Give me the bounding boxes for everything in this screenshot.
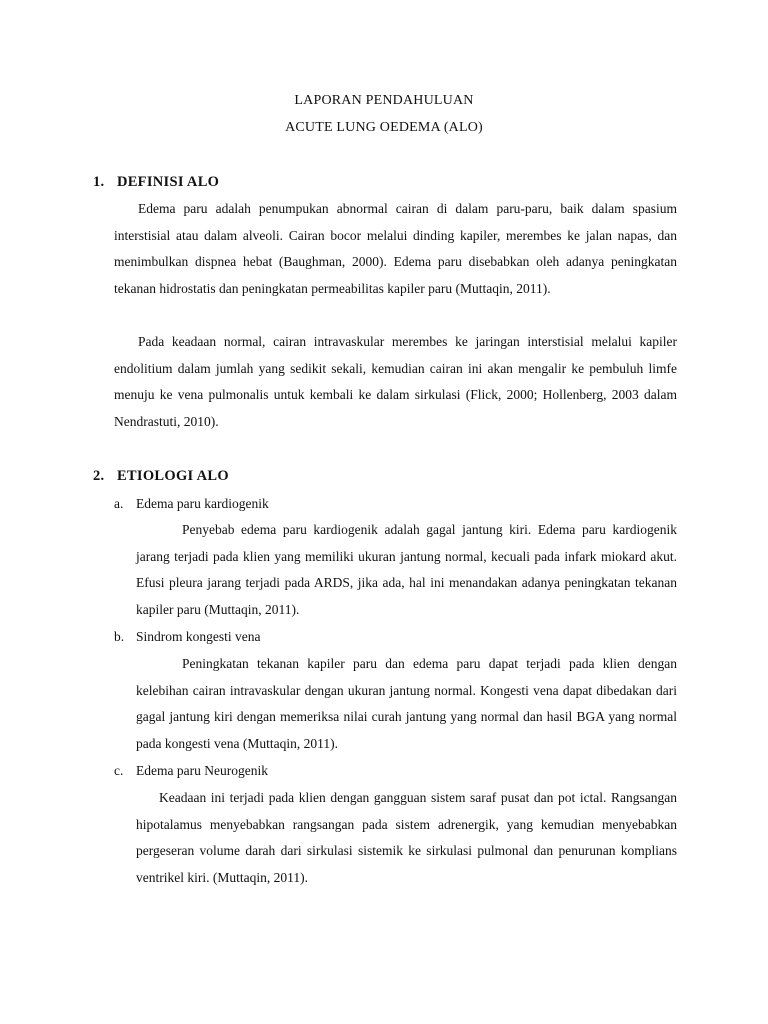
etiologi-item-c-text: Keadaan ini terjadi pada klien dengan gangguan sistem saraf pusat dan pot ictal. Rangsangan hipotalamus menyebabkan rangsangan pada sistem adrenergik, yang kemudian menyebabkan pergeseran volume darah dari sirkulasi sistemik ke sirkulasi pulmonal dan penurunan komplians ventrikel kiri. (Muttaqin, 2011). <box>136 790 677 886</box>
document-title-line2: ACUTE LUNG OEDEMA (ALO) <box>285 120 483 135</box>
item-label: Sindrom kongesti vena <box>136 629 261 644</box>
section-heading-definisi <box>93 174 219 191</box>
etiologi-item-a-text: Penyebab edema paru kardiogenik adalah gagal jantung kiri. Edema paru kardiogenik jarang terjadi pada klien yang memiliki ukuran jantung normal, kecuali pada infark miokard akut. Efusi pleura jarang terjadi pada ARDS, jika ada, hal ini menandakan adanya peningkatan tekanan kapiler paru (Muttaqin, 2011). <box>136 522 677 618</box>
section-number: 1. <box>93 174 105 190</box>
definisi-paragraph-1: Edema paru adalah penumpukan abnormal cairan di dalam paru-paru, baik dalam spasium interstisial atau dalam alveoli. Cairan bocor melalui dinding kapiler, merembes ke jalan napas, dan menimbulkan dispnea hebat (Baughman, 2000). Edema paru disebabkan oleh adanya peningkatan tekanan hidrostatis dan peningkatan permeabilitas kapiler paru (Muttaqin, 2011). <box>114 201 677 297</box>
definisi-paragraph-2: Pada keadaan normal, cairan intravaskular merembes ke jaringan interstisial melalui kapiler endolitium dalam jumlah yang sedikit sekali, kemudian cairan ini akan mengalir ke pembuluh limfe menuju ke vena pulmonalis untuk kembali ke dalam sirkulasi (Flick, 2000; Hollenberg, 2003 dalam Nendrastuti, 2010). <box>114 334 677 430</box>
item-letter: a. <box>114 496 124 511</box>
section-number: 2. <box>93 468 105 484</box>
item-letter: b. <box>114 629 125 644</box>
section-title: DEFINISI ALO <box>116 174 220 190</box>
item-label: Edema paru kardiogenik <box>136 496 269 511</box>
document-title-line1: LAPORAN PENDAHULUAN <box>294 93 474 108</box>
item-letter: c. <box>114 763 124 778</box>
etiologi-item-b-text: Peningkatan tekanan kapiler paru dan edema paru dapat terjadi pada klien dengan kelebihan cairan intravaskular dengan ukuran jantung normal. Kongesti vena dapat dibedakan dari gagal jantung kiri dengan memeriksa nilai curah jantung yang normal dan hasil BGA yang normal pada kongesti vena (Muttaqin, 2011). <box>136 656 677 752</box>
section-title: ETIOLOGI ALO <box>116 468 229 484</box>
section-heading-etiologi <box>93 468 229 485</box>
item-label: Edema paru Neurogenik <box>136 763 268 778</box>
